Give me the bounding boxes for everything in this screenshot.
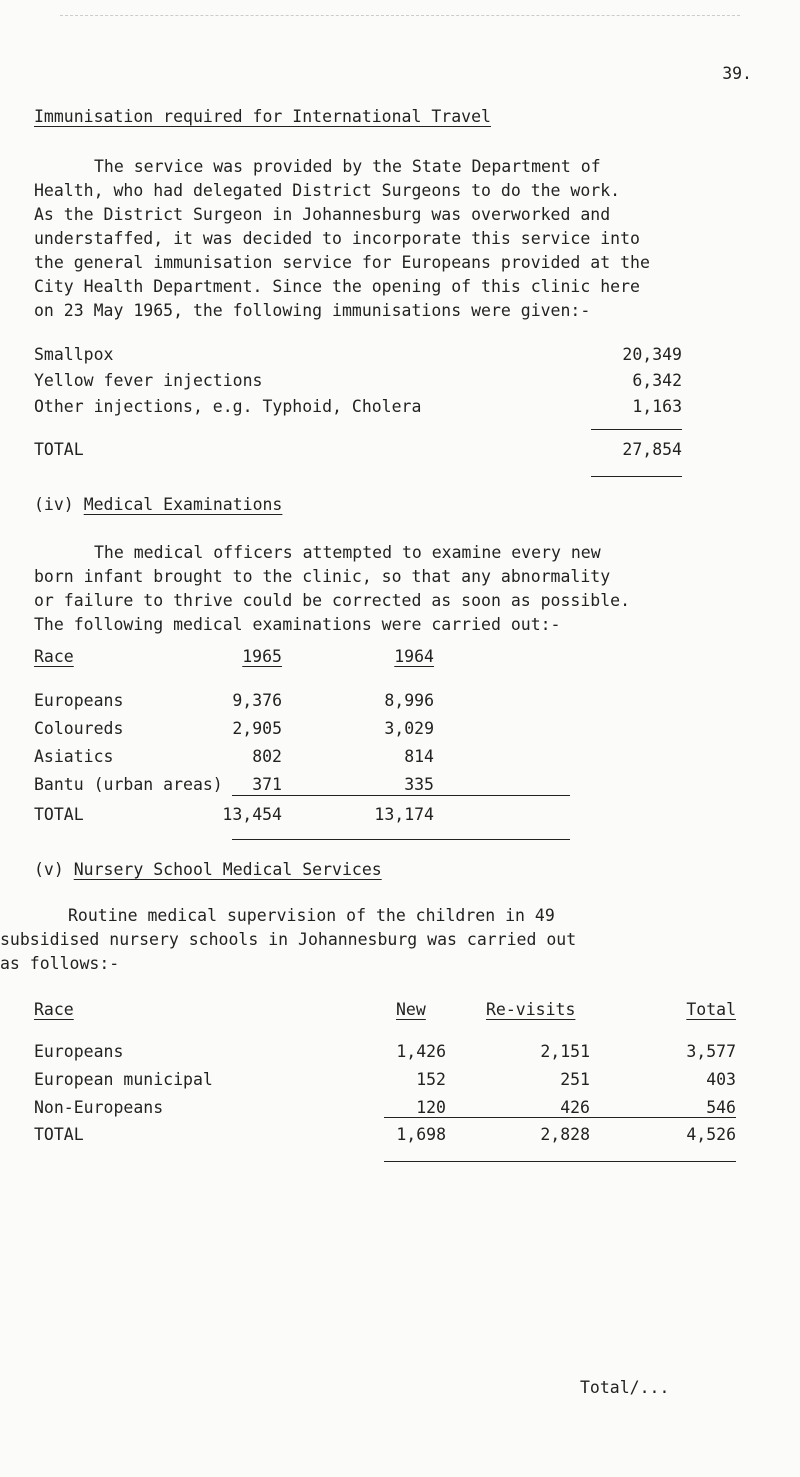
rule xyxy=(384,1161,736,1162)
section-heading-travel: Immunisation required for International Travel xyxy=(34,107,491,126)
column-header: Race xyxy=(34,647,74,666)
table-cell: Coloureds xyxy=(34,719,124,738)
table-cell: Europeans xyxy=(34,691,124,710)
row-label: Yellow fever injections xyxy=(34,371,263,390)
column-header: Total xyxy=(686,1000,736,1019)
table-cell: Europeans xyxy=(34,1042,124,1061)
paragraph-line: understaffed, it was decided to incorporate this service into xyxy=(34,229,640,248)
table-cell: Bantu (urban areas) xyxy=(34,775,223,794)
table-cell: 3,029 xyxy=(384,719,434,738)
column-header: New xyxy=(396,1000,426,1019)
row-value: 1,163 xyxy=(632,397,682,416)
table-cell: 2,905 xyxy=(232,719,282,738)
scan-edge-line xyxy=(60,15,740,16)
paragraph-line: or failure to thrive could be corrected as soon as possible. xyxy=(34,591,631,610)
table-cell: 152 xyxy=(416,1070,446,1089)
paragraph-line: Health, who had delegated District Surgeons to do the work. xyxy=(34,181,621,200)
rule xyxy=(591,476,682,477)
section3-heading xyxy=(34,860,382,879)
rule xyxy=(384,1117,736,1118)
rule xyxy=(232,795,570,796)
paragraph-line: Routine medical supervision of the children in 49 xyxy=(68,906,555,925)
heading-text: Nursery School Medical Services xyxy=(73,860,382,879)
table-cell: 426 xyxy=(560,1098,590,1117)
table-cell: 546 xyxy=(706,1098,736,1117)
column-header: Race xyxy=(34,1000,74,1019)
paragraph-line: subsidised nursery schools in Johannesburg was carried out xyxy=(0,930,577,949)
rule xyxy=(591,429,682,430)
column-header: 1965 xyxy=(242,647,282,666)
paragraph-line: City Health Department. Since the opening of this clinic here xyxy=(34,277,640,296)
table-total: 1,698 xyxy=(396,1125,446,1144)
rule xyxy=(232,839,570,840)
table-cell: 251 xyxy=(560,1070,590,1089)
table-cell: 9,376 xyxy=(232,691,282,710)
table-cell: 335 xyxy=(404,775,434,794)
continuation-footer: Total/... xyxy=(580,1378,670,1397)
table-cell: European municipal xyxy=(34,1070,213,1089)
row-value: 20,349 xyxy=(622,345,682,364)
table-cell: 814 xyxy=(404,747,434,766)
heading-text: Medical Examinations xyxy=(83,495,283,514)
row-value: 6,342 xyxy=(632,371,682,390)
table-cell: 371 xyxy=(252,775,282,794)
table-cell: 1,426 xyxy=(396,1042,446,1061)
table-cell: 120 xyxy=(416,1098,446,1117)
table-cell: 8,996 xyxy=(384,691,434,710)
table-total: 2,828 xyxy=(540,1125,590,1144)
paragraph-line: as follows:- xyxy=(0,954,120,973)
table-cell: 403 xyxy=(706,1070,736,1089)
column-header: 1964 xyxy=(394,647,434,666)
table-total: 13,454 xyxy=(222,805,282,824)
heading-number: (v) xyxy=(34,860,64,879)
paragraph-line: born infant brought to the clinic, so that any abnormality xyxy=(34,567,611,586)
paragraph-line: As the District Surgeon in Johannesburg was overworked and xyxy=(34,205,611,224)
table-total: 13,174 xyxy=(374,805,434,824)
table-cell: 802 xyxy=(252,747,282,766)
paragraph-line: on 23 May 1965, the following immunisations were given:- xyxy=(34,301,591,320)
paragraph-line: The medical officers attempted to examine every new xyxy=(94,543,601,562)
paragraph-line: The following medical examinations were carried out:- xyxy=(34,615,561,634)
row-label: Other injections, e.g. Typhoid, Cholera xyxy=(34,397,422,416)
table-cell: Non-Europeans xyxy=(34,1098,164,1117)
table-total: 4,526 xyxy=(686,1125,736,1144)
total-label: TOTAL xyxy=(34,440,84,459)
page-number: 39. xyxy=(722,64,752,83)
table-cell: 3,577 xyxy=(686,1042,736,1061)
total-value: 27,854 xyxy=(622,440,682,459)
paragraph-line: the general immunisation service for Europeans provided at the xyxy=(34,253,650,272)
table-cell: 2,151 xyxy=(540,1042,590,1061)
table-total: TOTAL xyxy=(34,805,84,824)
heading-number: (iv) xyxy=(34,495,74,514)
table-cell: Asiatics xyxy=(34,747,114,766)
row-label: Smallpox xyxy=(34,345,114,364)
paragraph-line: The service was provided by the State Department of xyxy=(94,157,601,176)
table-total: TOTAL xyxy=(34,1125,84,1144)
column-header: Re-visits xyxy=(486,1000,576,1019)
section2-heading xyxy=(34,495,282,514)
